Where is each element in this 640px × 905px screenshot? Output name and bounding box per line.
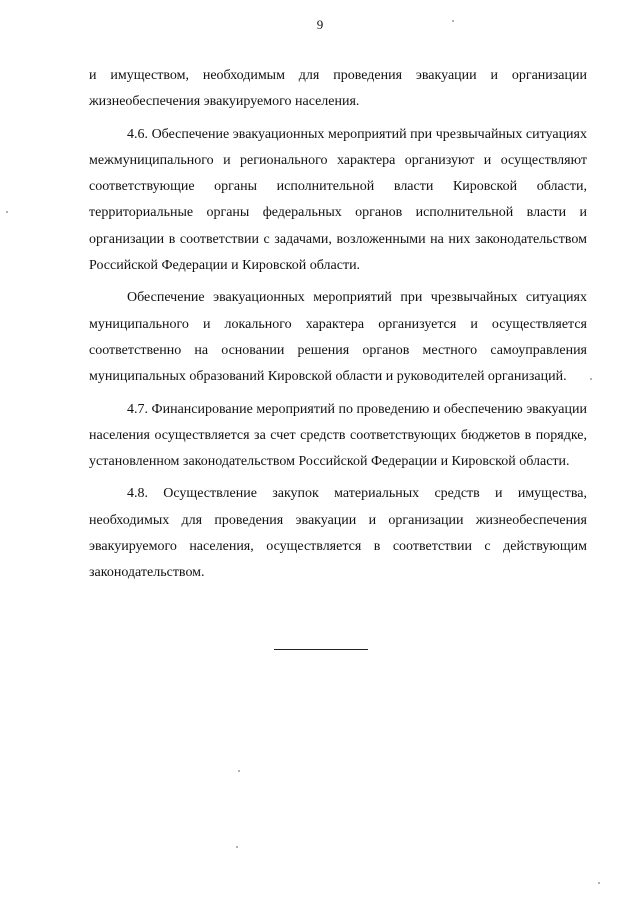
scan-speck (590, 378, 592, 380)
paragraph-4-6: 4.6. Обеспечение эвакуационных мероприятий при чрезвычайных ситуациях межмуниципального и регионального характера организуют и осуществляют соответствующие органы исполнительной власти Кировской области, территориальные органы федеральных органов исполнительной власти и организации в соответствии с задачами, возложенными на них законодательством Российской Федерации и Кировской области. (89, 126, 587, 274)
end-divider (274, 649, 368, 650)
document-body (89, 63, 587, 593)
scan-speck (6, 211, 8, 213)
paragraph-continuation: и имуществом, необходимым для проведения эвакуации и организации жизнеобеспечения эвакуируемого населения. (89, 68, 587, 110)
paragraph-4-7: 4.7. Финансирование мероприятий по проведению и обеспечению эвакуации населения осуществляется за счет средств соответствующих бюджетов в порядке, установленном законодательством Российской Федерации и Кировской области. (89, 401, 587, 470)
scan-speck (452, 20, 454, 22)
paragraph-4-6-municipal: Обеспечение эвакуационных мероприятий при чрезвычайных ситуациях муниципального и локального характера организуется и осуществляется соответственно на основании решения органов местного самоуправления муниципальных образований Кировской области и руководителей организаций. (89, 290, 587, 385)
page-number: 9 (316, 17, 324, 32)
scan-speck (236, 846, 238, 848)
paragraph-4-8: 4.8. Осуществление закупок материальных средств и имущества, необходимых для проведения эвакуации и организации жизнеобеспечения эвакуируемого населения, осуществляется в соответствии с действующим законодательством. (89, 486, 587, 581)
scan-speck (598, 882, 600, 884)
scan-speck (238, 770, 240, 772)
